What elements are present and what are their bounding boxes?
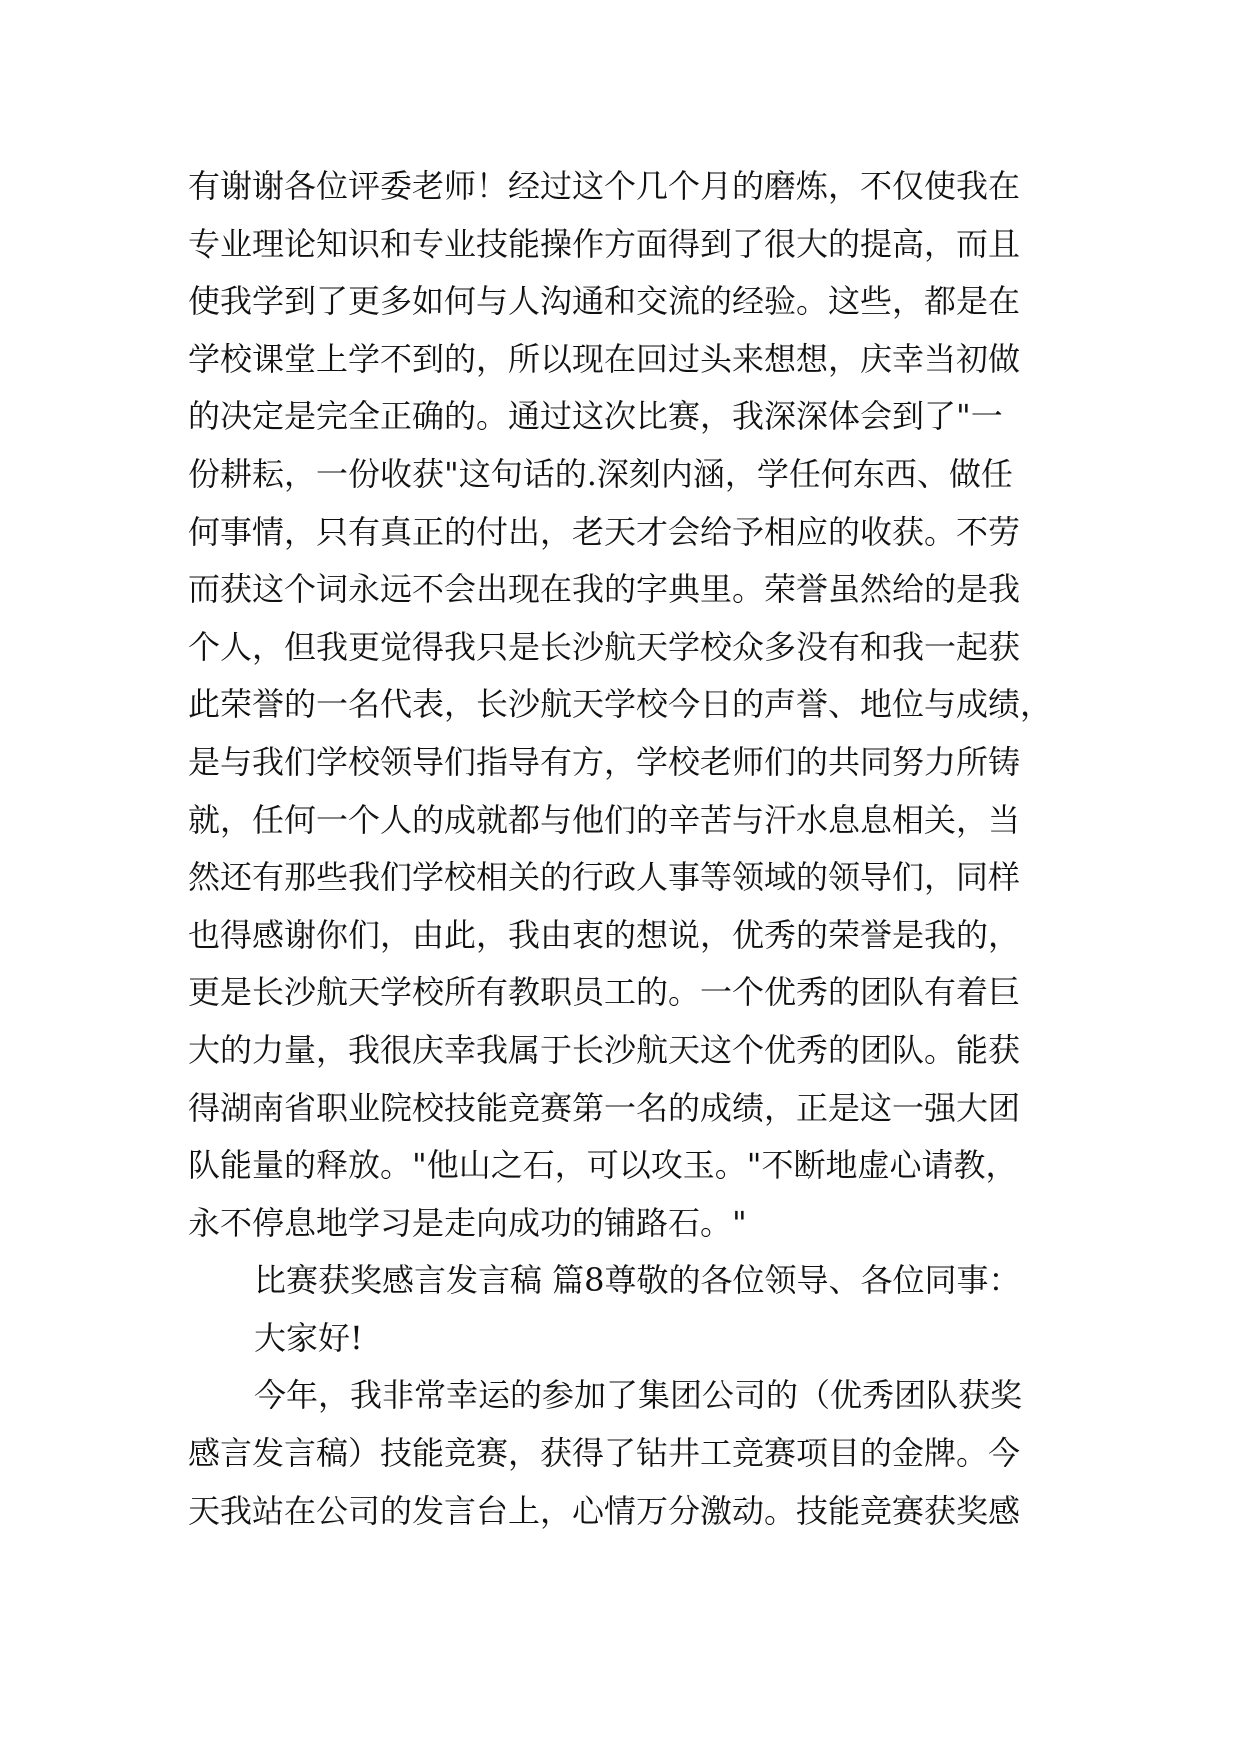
text-line: 此荣誉的一名代表，长沙航天学校今日的声誉、地位与成绩，	[188, 685, 1053, 724]
paragraph-start-line: 今年，我非常幸运的参加了集团公司的（优秀团队获奖	[254, 1376, 1023, 1415]
text-line: 个人，但我更觉得我只是长沙航天学校众多没有和我一起获	[188, 627, 1021, 666]
text-line: 也得感谢你们，由此，我由衷的想说，优秀的荣誉是我的，	[188, 915, 1021, 954]
text-line: 是与我们学校领导们指导有方，学校老师们的共同努力所铸	[188, 742, 1021, 781]
text-line: 份耕耘，一份收获"这句话的.深刻内涵，学任何东西、做任	[188, 454, 1013, 493]
text-line: 然还有那些我们学校相关的行政人事等领域的领导们，同样	[188, 858, 1021, 897]
greeting-line: 大家好!	[254, 1318, 363, 1357]
section-heading: 比赛获奖感言发言稿 篇8尊敬的各位领导、各位同事：	[254, 1261, 1021, 1300]
text-line: 感言发言稿）技能竞赛，获得了钻井工竞赛项目的金牌。今	[188, 1434, 1021, 1473]
text-line: 队能量的释放。"他山之石，可以攻玉。"不断地虚心请教，	[188, 1146, 1018, 1185]
text-line: 就，任何一个人的成就都与他们的辛苦与汗水息息相关，当	[188, 800, 1021, 839]
text-line: 有谢谢各位评委老师！经过这个几个月的磨炼，不仅使我在	[188, 167, 1021, 205]
text-line: 更是长沙航天学校所有教职员工的。一个优秀的团队有着巨	[188, 973, 1021, 1012]
text-line: 大的力量，我很庆幸我属于长沙航天这个优秀的团队。能获	[188, 1030, 1021, 1069]
text-line: 而获这个词永远不会出现在我的字典里。荣誉虽然给的是我	[188, 570, 1021, 609]
text-line: 专业理论知识和专业技能操作方面得到了很大的提高，而且	[188, 224, 1021, 263]
document-body	[188, 158, 1068, 1540]
text-line: 何事情，只有真正的付出，老天才会给予相应的收获。不劳	[188, 512, 1021, 551]
text-line: 的决定是完全正确的。通过这次比赛，我深深体会到了"一	[188, 397, 1003, 436]
text-line: 永不停息地学习是走向成功的铺路石。"	[188, 1203, 747, 1242]
text-line: 得湖南省职业院校技能竞赛第一名的成绩，正是这一强大团	[188, 1088, 1021, 1127]
text-line: 学校课堂上学不到的，所以现在回过头来想想，庆幸当初做	[188, 339, 1021, 378]
text-line: 使我学到了更多如何与人沟通和交流的经验。这些，都是在	[188, 282, 1021, 321]
text-line: 天我站在公司的发言台上，心情万分激动。技能竞赛获奖感	[188, 1491, 1021, 1530]
